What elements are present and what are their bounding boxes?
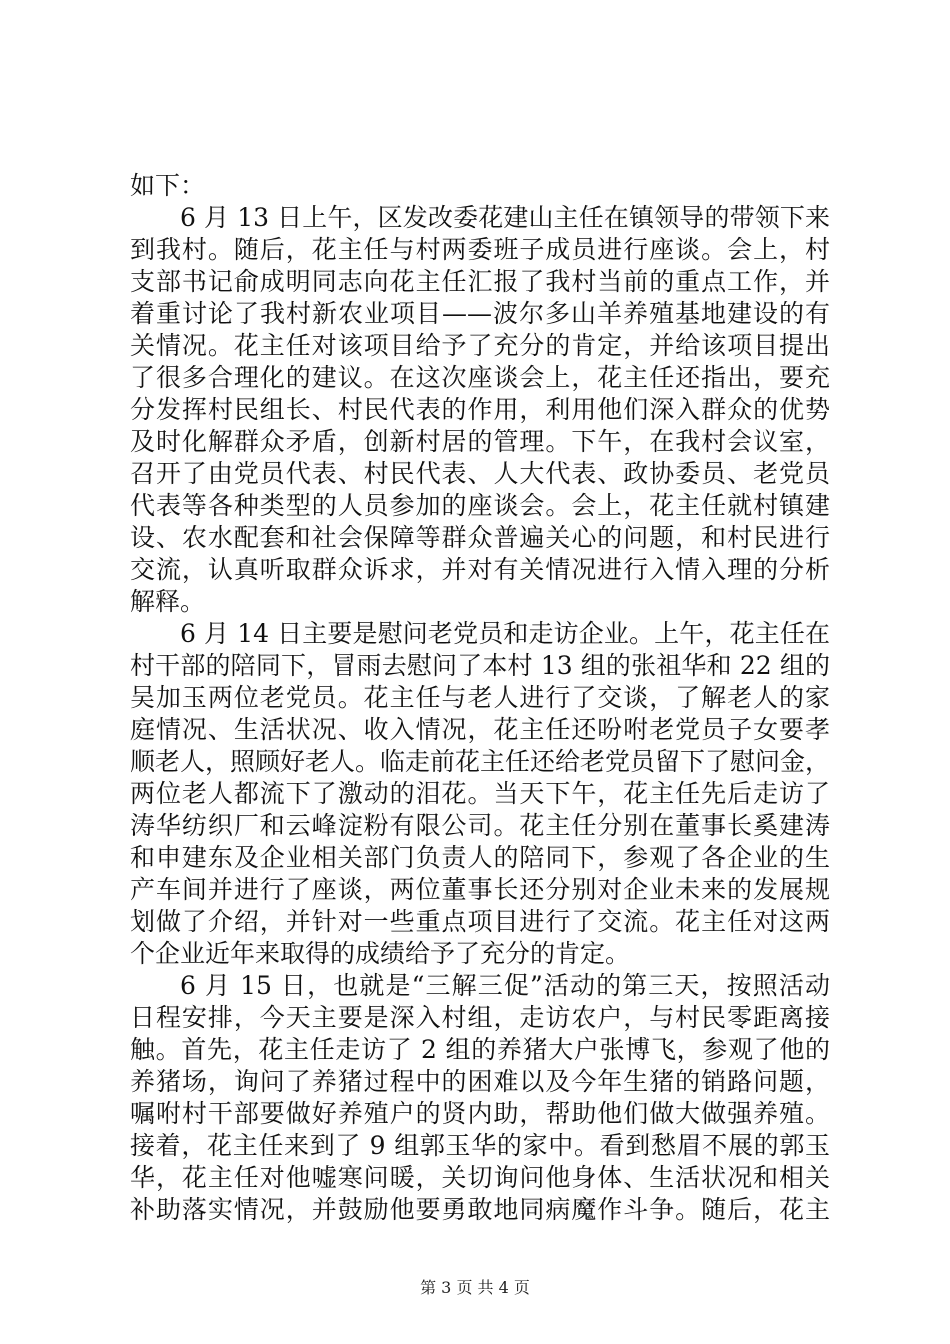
text-line: 产车间并进行了座谈，两位董事长还分别对企业未来的发展规 xyxy=(130,875,830,904)
text-line: 6 月 15 日，也就是“三解三促”活动的第三天，按照活动 xyxy=(180,971,830,1000)
text-line: 及时化解群众矛盾，创新村居的管理。下午，在我村会议室， xyxy=(130,427,830,456)
text-line: 日程安排，今天主要是深入村组，走访农户，与村民零距离接 xyxy=(130,1003,830,1032)
text-line: 触。首先，花主任走访了 2 组的养猪大户张博飞，参观了他的 xyxy=(130,1035,830,1064)
text-line: 召开了由党员代表、村民代表、人大代表、政协委员、老党员 xyxy=(130,459,830,488)
text-line: 支部书记俞成明同志向花主任汇报了我村当前的重点工作，并 xyxy=(130,267,830,296)
text-line: 到我村。随后，花主任与村两委班子成员进行座谈。会上，村 xyxy=(130,235,830,264)
text-line: 华，花主任对他嘘寒问暖，关切询问他身体、生活状况和相关 xyxy=(130,1163,830,1192)
text-line: 代表等各种类型的人员参加的座谈会。会上，花主任就村镇建 xyxy=(130,491,830,520)
text-line: 村干部的陪同下，冒雨去慰问了本村 13 组的张祖华和 22 组的 xyxy=(130,651,830,680)
text-line: 庭情况、生活状况、收入情况，花主任还吩咐老党员子女要孝 xyxy=(130,715,830,744)
text-line: 养猪场，询问了养猪过程中的困难以及今年生猪的销路问题， xyxy=(130,1067,830,1096)
text-line: 和申建东及企业相关部门负责人的陪同下，参观了各企业的生 xyxy=(130,843,830,872)
text-line: 个企业近年来取得的成绩给予了充分的肯定。 xyxy=(130,939,631,968)
text-line: 吴加玉两位老党员。花主任与老人进行了交谈，了解老人的家 xyxy=(130,683,830,712)
document-body xyxy=(130,170,830,1226)
text-line: 两位老人都流下了激动的泪花。当天下午，花主任先后走访了 xyxy=(130,779,830,808)
text-line: 划做了介绍，并针对一些重点项目进行了交流。花主任对这两 xyxy=(130,907,830,936)
text-line: 着重讨论了我村新农业项目——波尔多山羊养殖基地建设的有 xyxy=(130,299,830,328)
text-line: 了很多合理化的建议。在这次座谈会上，花主任还指出，要充 xyxy=(130,363,830,392)
text-line: 如下： xyxy=(130,171,206,200)
text-line: 涛华纺织厂和云峰淀粉有限公司。花主任分别在董事长奚建涛 xyxy=(130,811,830,840)
text-line: 交流，认真听取群众诉求，并对有关情况进行入情入理的分析 xyxy=(130,555,830,584)
text-line: 顺老人，照顾好老人。临走前花主任还给老党员留下了慰问金， xyxy=(130,747,831,776)
text-line: 解释。 xyxy=(130,587,206,616)
text-line: 关情况。花主任对该项目给予了充分的肯定，并给该项目提出 xyxy=(130,331,830,360)
text-line: 分发挥村民组长、村民代表的作用，利用他们深入群众的优势 xyxy=(130,395,830,424)
text-line: 6 月 13 日上午，区发改委花建山主任在镇领导的带领下来 xyxy=(180,203,830,232)
page-number-footer: 第 3 页 共 4 页 xyxy=(420,1278,530,1297)
text-line: 6 月 14 日主要是慰问老党员和走访企业。上午，花主任在 xyxy=(180,619,830,648)
text-line: 接着，花主任来到了 9 组郭玉华的家中。看到愁眉不展的郭玉 xyxy=(130,1131,830,1160)
text-line: 设、农水配套和社会保障等群众普遍关心的问题，和村民进行 xyxy=(130,523,830,552)
text-line: 嘱咐村干部要做好养殖户的贤内助，帮助他们做大做强养殖。 xyxy=(130,1099,830,1128)
text-line: 补助落实情况，并鼓励他要勇敢地同病魔作斗争。随后，花主 xyxy=(130,1195,830,1224)
